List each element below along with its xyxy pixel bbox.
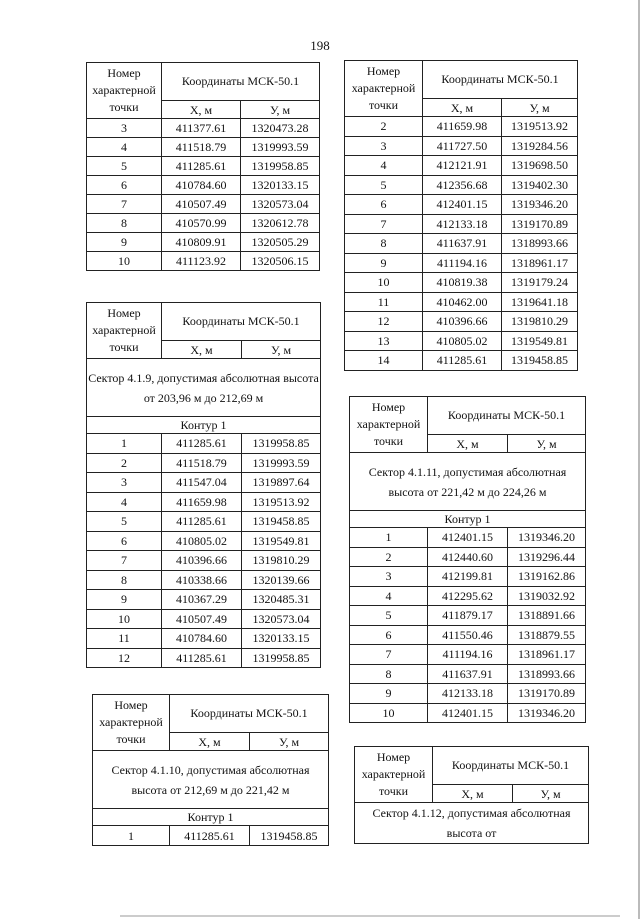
- point-number: 6: [350, 625, 428, 645]
- table-row: [345, 136, 578, 156]
- table-row: [345, 234, 578, 254]
- y-coordinate: 1319549.81: [502, 331, 578, 351]
- table-row: [87, 233, 320, 252]
- y-coordinate: 1318993.66: [508, 664, 586, 684]
- point-number-header: Номер характерной точки: [355, 747, 433, 803]
- y-coordinate: 1318993.66: [502, 234, 578, 254]
- point-number: 3: [87, 473, 162, 493]
- table-row: [345, 331, 578, 351]
- point-number: 7: [87, 551, 162, 571]
- table-row: [87, 138, 320, 157]
- point-number: 5: [87, 157, 162, 176]
- header-row: [355, 747, 589, 785]
- x-header: X, м: [423, 99, 502, 117]
- y-coordinate: 1318891.66: [508, 606, 586, 626]
- sector-description: Сектор 4.1.10, допустимая абсолютная высота от 212,69 м до 221,42 м: [93, 751, 329, 809]
- header-row: [345, 61, 578, 99]
- sector-row: [93, 751, 329, 809]
- coord-table-2: [86, 302, 321, 668]
- table-row: [345, 195, 578, 215]
- table-row: [87, 195, 320, 214]
- y-coordinate: 1319402.30: [502, 175, 578, 195]
- x-coordinate: 412133.18: [423, 214, 502, 234]
- header-row: [87, 63, 320, 101]
- point-number: 10: [345, 273, 423, 293]
- sector-description: Сектор 4.1.11, допустимая абсолютная высота от 221,42 м до 224,26 м: [350, 453, 586, 511]
- point-number: 6: [87, 531, 162, 551]
- point-number: 10: [87, 609, 162, 629]
- y-header: У, м: [508, 435, 586, 453]
- table-row: [345, 292, 578, 312]
- x-coordinate: 410462.00: [423, 292, 502, 312]
- point-number: 10: [350, 703, 428, 723]
- table-row: [345, 253, 578, 273]
- y-coordinate: 1318879.55: [508, 625, 586, 645]
- point-number: 1: [93, 826, 170, 846]
- coord-table-1: [86, 62, 320, 271]
- coordinates-header: Координаты МСК-50.1: [162, 63, 320, 101]
- table-row: [87, 590, 321, 610]
- y-coordinate: 1319458.85: [242, 512, 321, 532]
- point-number: 7: [345, 214, 423, 234]
- point-number: 2: [345, 117, 423, 137]
- y-coordinate: 1320133.15: [242, 629, 321, 649]
- contour-label: Контур 1: [87, 417, 321, 434]
- coord-table-6: [354, 746, 589, 844]
- point-number: 9: [345, 253, 423, 273]
- point-number: 10: [87, 252, 162, 271]
- table-row: [345, 156, 578, 176]
- point-number: 8: [345, 234, 423, 254]
- table-row: [350, 703, 586, 723]
- coord-table-4: [344, 60, 578, 371]
- x-coordinate: 411518.79: [162, 138, 241, 157]
- sector-description: Сектор 4.1.9, допустимая абсолютная высота от 203,96 м до 212,69 м: [87, 359, 321, 417]
- point-number: 6: [87, 176, 162, 195]
- point-number: 11: [345, 292, 423, 312]
- y-coordinate: 1319810.29: [242, 551, 321, 571]
- x-coordinate: 411637.91: [423, 234, 502, 254]
- point-number: 7: [350, 645, 428, 665]
- table-row: [87, 119, 320, 138]
- y-coordinate: 1319284.56: [502, 136, 578, 156]
- contour-row: [87, 417, 321, 434]
- x-coordinate: 411123.92: [162, 252, 241, 271]
- y-coordinate: 1320573.04: [242, 609, 321, 629]
- x-coordinate: 410507.49: [162, 195, 241, 214]
- y-header: У, м: [242, 341, 321, 359]
- point-number: 8: [350, 664, 428, 684]
- sector-description: Сектор 4.1.12, допустимая абсолютная высота от: [355, 803, 589, 844]
- contour-label: Контур 1: [93, 809, 329, 826]
- x-coordinate: 411550.46: [428, 625, 508, 645]
- coordinates-header: Координаты МСК-50.1: [162, 303, 321, 341]
- table-row: [350, 586, 586, 606]
- y-coordinate: 1320473.28: [241, 119, 320, 138]
- coordinates-header: Координаты МСК-50.1: [433, 747, 589, 785]
- table-row: [345, 175, 578, 195]
- point-number: 1: [350, 528, 428, 548]
- y-header: У, м: [502, 99, 578, 117]
- x-coordinate: 410507.49: [162, 609, 242, 629]
- point-number: 12: [87, 648, 162, 668]
- x-coordinate: 411377.61: [162, 119, 241, 138]
- sector-row: [87, 359, 321, 417]
- y-header: У, м: [250, 733, 329, 751]
- point-number: 2: [87, 453, 162, 473]
- y-header: У, м: [513, 785, 589, 803]
- y-coordinate: 1320133.15: [241, 176, 320, 195]
- table-row: [87, 214, 320, 233]
- y-coordinate: 1319170.89: [508, 684, 586, 704]
- y-coordinate: 1319170.89: [502, 214, 578, 234]
- y-coordinate: 1319698.50: [502, 156, 578, 176]
- y-coordinate: 1320612.78: [241, 214, 320, 233]
- y-coordinate: 1319032.92: [508, 586, 586, 606]
- table-row: [350, 625, 586, 645]
- x-coordinate: 411285.61: [162, 434, 242, 454]
- table-row: [87, 492, 321, 512]
- y-coordinate: 1319958.85: [241, 157, 320, 176]
- point-number: 4: [87, 138, 162, 157]
- y-coordinate: 1320485.31: [242, 590, 321, 610]
- coordinates-header: Координаты МСК-50.1: [428, 397, 586, 435]
- table-row: [350, 567, 586, 587]
- y-coordinate: 1319179.24: [502, 273, 578, 293]
- x-coordinate: 410805.02: [162, 531, 242, 551]
- table-row: [345, 273, 578, 293]
- x-coordinate: 411285.61: [423, 351, 502, 371]
- x-coordinate: 411518.79: [162, 453, 242, 473]
- point-number-header: Номер характерной точки: [345, 61, 423, 117]
- point-number: 5: [350, 606, 428, 626]
- sector-row: [355, 803, 589, 844]
- coord-table-5: [349, 396, 586, 723]
- x-coordinate: 411194.16: [428, 645, 508, 665]
- y-coordinate: 1319958.85: [242, 648, 321, 668]
- y-coordinate: 1319993.59: [242, 453, 321, 473]
- x-coordinate: 410396.66: [423, 312, 502, 332]
- x-coordinate: 411285.61: [170, 826, 250, 846]
- y-coordinate: 1320505.29: [241, 233, 320, 252]
- coord-table-3: [92, 694, 329, 846]
- x-coordinate: 411659.98: [423, 117, 502, 137]
- x-coordinate: 412133.18: [428, 684, 508, 704]
- y-coordinate: 1319513.92: [242, 492, 321, 512]
- y-coordinate: 1319958.85: [242, 434, 321, 454]
- y-coordinate: 1319162.86: [508, 567, 586, 587]
- x-coordinate: 412121.91: [423, 156, 502, 176]
- x-coordinate: 411879.17: [428, 606, 508, 626]
- x-coordinate: 412401.15: [423, 195, 502, 215]
- x-coordinate: 410784.60: [162, 629, 242, 649]
- page-number: 198: [310, 38, 330, 53]
- coordinates-header: Координаты МСК-50.1: [423, 61, 578, 99]
- point-number: 6: [345, 195, 423, 215]
- point-number: 5: [345, 175, 423, 195]
- table-row: [350, 528, 586, 548]
- header-row: [87, 303, 321, 341]
- table-row: [87, 157, 320, 176]
- contour-row: [93, 809, 329, 826]
- x-coordinate: 411547.04: [162, 473, 242, 493]
- x-coordinate: 410338.66: [162, 570, 242, 590]
- x-coordinate: 411727.50: [423, 136, 502, 156]
- table-row: [87, 609, 321, 629]
- table-row: [350, 645, 586, 665]
- table-row: [87, 551, 321, 571]
- y-coordinate: 1319346.20: [508, 703, 586, 723]
- x-coordinate: 411637.91: [428, 664, 508, 684]
- x-coordinate: 410570.99: [162, 214, 241, 233]
- header-row: [93, 695, 329, 733]
- point-number: 3: [345, 136, 423, 156]
- point-number: 4: [87, 492, 162, 512]
- x-coordinate: 410396.66: [162, 551, 242, 571]
- y-header: У, м: [241, 101, 320, 119]
- table-row: [345, 214, 578, 234]
- y-coordinate: 1319346.20: [502, 195, 578, 215]
- y-coordinate: 1319993.59: [241, 138, 320, 157]
- table-row: [350, 547, 586, 567]
- table-row: [345, 351, 578, 371]
- x-coordinate: 410367.29: [162, 590, 242, 610]
- y-coordinate: 1318961.17: [502, 253, 578, 273]
- y-coordinate: 1318961.17: [508, 645, 586, 665]
- point-number: 3: [87, 119, 162, 138]
- x-coordinate: 411285.61: [162, 648, 242, 668]
- table-row: [87, 473, 321, 493]
- table-row: [87, 176, 320, 195]
- x-coordinate: 412401.15: [428, 528, 508, 548]
- point-number-header: Номер характерной точки: [350, 397, 428, 453]
- table-row: [345, 312, 578, 332]
- table-row: [87, 252, 320, 271]
- contour-label: Контур 1: [350, 511, 586, 528]
- contour-row: [350, 511, 586, 528]
- y-coordinate: 1319346.20: [508, 528, 586, 548]
- x-coordinate: 412199.81: [428, 567, 508, 587]
- x-coordinate: 411285.61: [162, 512, 242, 532]
- x-coordinate: 412440.60: [428, 547, 508, 567]
- point-number: 8: [87, 214, 162, 233]
- x-coordinate: 410784.60: [162, 176, 241, 195]
- point-number-header: Номер характерной точки: [87, 63, 162, 119]
- table-row: [93, 826, 329, 846]
- table-row: [87, 531, 321, 551]
- table-row: [87, 453, 321, 473]
- table-row: [87, 570, 321, 590]
- x-coordinate: 412295.62: [428, 586, 508, 606]
- point-number-header: Номер характерной точки: [87, 303, 162, 359]
- table-row: [87, 629, 321, 649]
- point-number: 13: [345, 331, 423, 351]
- point-number: 2: [350, 547, 428, 567]
- y-coordinate: 1320139.66: [242, 570, 321, 590]
- point-number: 14: [345, 351, 423, 371]
- point-number: 8: [87, 570, 162, 590]
- y-coordinate: 1319458.85: [250, 826, 329, 846]
- y-coordinate: 1319549.81: [242, 531, 321, 551]
- point-number-header: Номер характерной точки: [93, 695, 170, 751]
- y-coordinate: 1319810.29: [502, 312, 578, 332]
- y-coordinate: 1320506.15: [241, 252, 320, 271]
- point-number: 5: [87, 512, 162, 532]
- x-coordinate: 410805.02: [423, 331, 502, 351]
- point-number: 9: [87, 233, 162, 252]
- table-row: [350, 664, 586, 684]
- table-row: [87, 648, 321, 668]
- table-row: [350, 684, 586, 704]
- x-coordinate: 411659.98: [162, 492, 242, 512]
- y-coordinate: 1320573.04: [241, 195, 320, 214]
- table-row: [87, 512, 321, 532]
- x-coordinate: 412356.68: [423, 175, 502, 195]
- coordinates-header: Координаты МСК-50.1: [170, 695, 329, 733]
- header-row: [350, 397, 586, 435]
- x-header: X, м: [433, 785, 513, 803]
- scan-bottom-edge: [120, 915, 620, 917]
- y-coordinate: 1319897.64: [242, 473, 321, 493]
- x-coordinate: 410809.91: [162, 233, 241, 252]
- x-coordinate: 411285.61: [162, 157, 241, 176]
- point-number: 3: [350, 567, 428, 587]
- point-number: 1: [87, 434, 162, 454]
- x-header: X, м: [162, 101, 241, 119]
- point-number: 4: [350, 586, 428, 606]
- table-row: [345, 117, 578, 137]
- y-coordinate: 1319641.18: [502, 292, 578, 312]
- y-coordinate: 1319296.44: [508, 547, 586, 567]
- y-coordinate: 1319513.92: [502, 117, 578, 137]
- x-coordinate: 412401.15: [428, 703, 508, 723]
- x-coordinate: 410819.38: [423, 273, 502, 293]
- point-number: 9: [87, 590, 162, 610]
- point-number: 4: [345, 156, 423, 176]
- y-coordinate: 1319458.85: [502, 351, 578, 371]
- sector-row: [350, 453, 586, 511]
- x-header: X, м: [162, 341, 242, 359]
- point-number: 7: [87, 195, 162, 214]
- table-row: [87, 434, 321, 454]
- x-header: X, м: [170, 733, 250, 751]
- table-row: [350, 606, 586, 626]
- x-coordinate: 411194.16: [423, 253, 502, 273]
- x-header: X, м: [428, 435, 508, 453]
- point-number: 11: [87, 629, 162, 649]
- point-number: 12: [345, 312, 423, 332]
- point-number: 9: [350, 684, 428, 704]
